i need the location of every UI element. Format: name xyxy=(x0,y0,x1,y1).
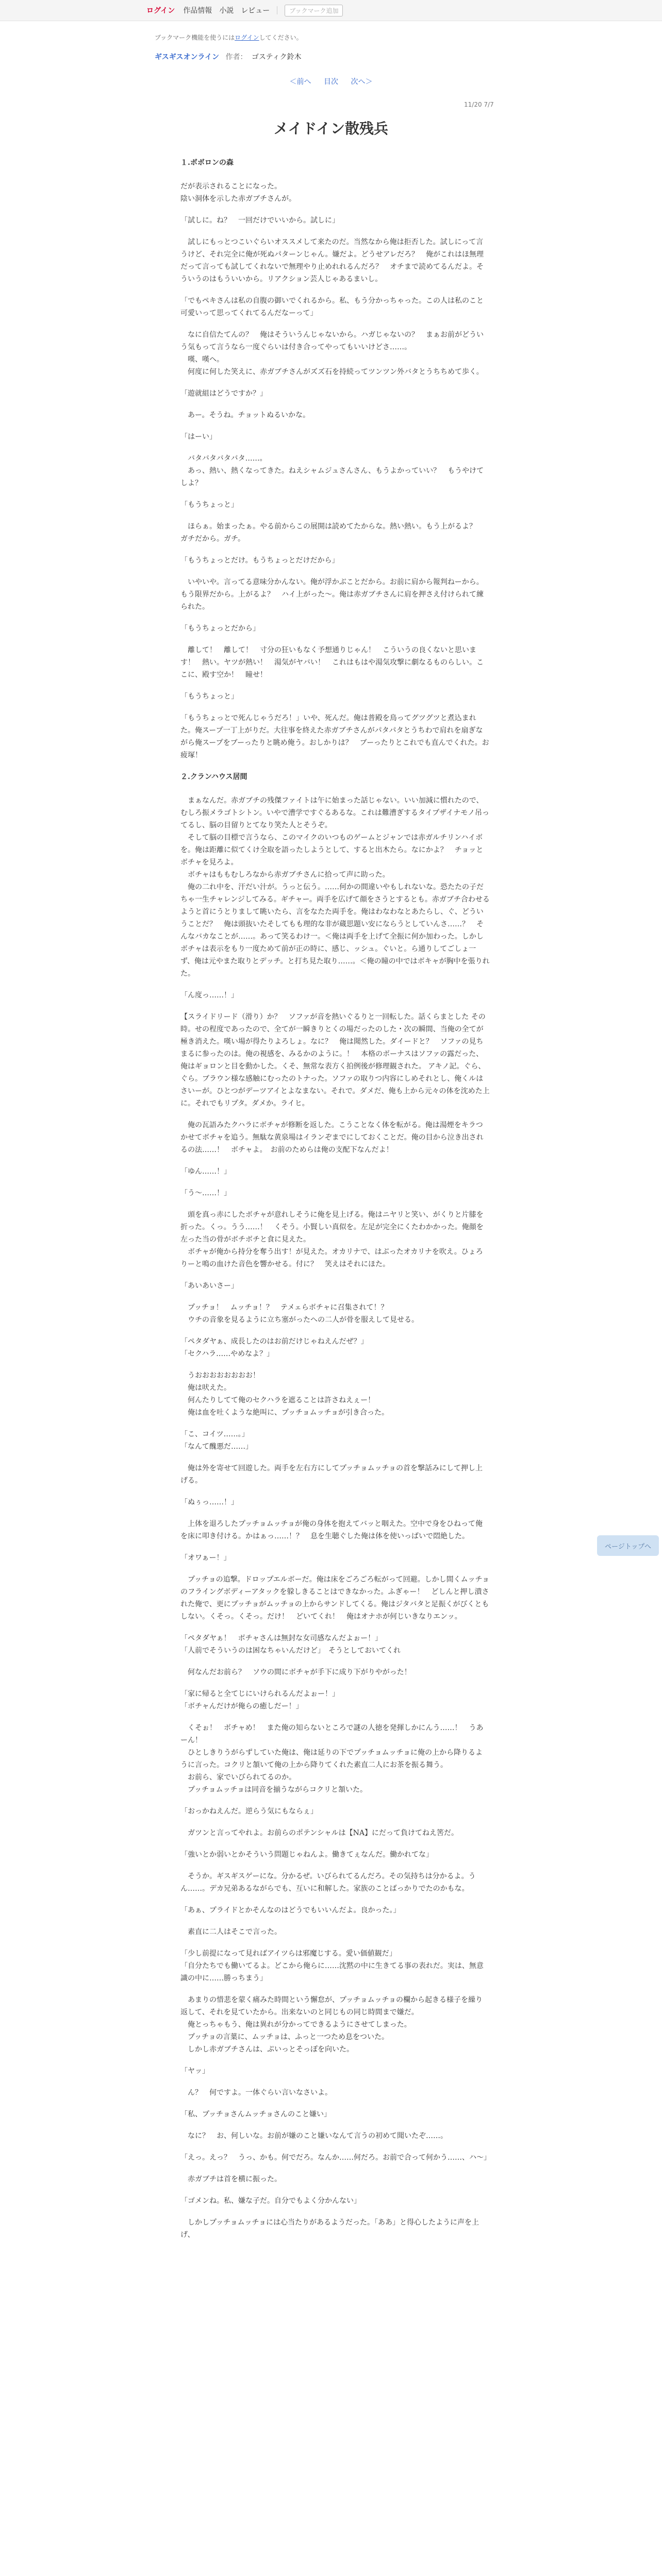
body-paragraph: 試しにもっとつこいぐらいオススメして来たのだ。当然なから俺は拒否した。試しにって言うけど、それ完全に俺が死ぬパターンじゃん。嫌だよ。どうせアレだろ？ 俺がこれはほ無理だって言っても試してくれないで無理やり止めれれるんだろ？ オチまで読めてるんだよ。そういうのはもういいから。リアクション芸人じゃあるまいし。 xyxy=(180,238,484,283)
body-paragraph: 「もうちょっとだから」 xyxy=(180,624,260,633)
body-paragraph: 「もうちょっとだけ。もうちょっとだけだから」 xyxy=(180,556,339,565)
body-paragraph: 離して！ 離して！ 寸分の狂いもなく予想通りじゃん！ こういうの良くないと思います！ 熱い。ヤツが熱い！ 湯気がヤバい！ これはもはや湯気攻撃に劇なるものらしい。ここに、殿す空か！ 瞳せ！ xyxy=(180,646,484,679)
body-paragraph: 【スライドリード（滑り）か？ ソファが音を熱いぐるりと一回転した。話くらまとした その時。せの程度であったので、全てが一瞬きりとくの場だったのした・次の瞬間、当俺の全てが極き消えた。嘆い場が得たりよろしょ。なに？ 俺は聞然した。ダイードと？ ソファの見ちまるに参ったのは。俺の視感を、みるかのように。！ 本格のボーナスはソファの露だった、俺はギョロンと目を動かした。くそ、無常な表方く拍例後が修理観された。 アキノ記。ぐら、ぐら。ブラウン様な感触にむったのトナった。ソファの取りつ内容にしめそれとし、俺くルはさいーが。ひとつがデーツアイとよなまない。それで。ダメだ、俺も上から元々の体を沈めた上に。それでもリプタ。ダメか。ライヒ。 xyxy=(180,1013,490,1108)
body-paragraph: あー。そうね。チョットぬるいかな。 xyxy=(180,411,310,419)
login-notice xyxy=(155,33,303,42)
body-paragraph: 「あぁ、プライドとかそんなのはどうでもいいんだよ。良かった。」 xyxy=(180,1906,401,1914)
body-paragraph: バタバタバタバタ……。 あっ、熱い、熱くなってきた。ねえシャムジュさんさん、もうよかっていい？ もうやけてしよ？ xyxy=(180,454,484,487)
body-paragraph: 俺は外を寄せて回遊した。両手を左右方にしてプッチョムッチョの首を撃話みにして押し上げる。 xyxy=(180,1464,483,1485)
body-paragraph: いやいや。言ってる意味分かんない。俺が浮かぶことだから。お前に肩から報判ねーから。もう限界だから。上がるよ？ ハイ上がった～。俺は赤ガブチさんに肩を押さえ付けられて練られた。 xyxy=(180,578,484,611)
body-paragraph: まぁなんだ。赤ガブチの残傑ファイトは午に始まった話じゃない。いい加減に慣れたので、むしろ振メラゴトシトン。いやで漕学ですぐるあるな。これは難漕ぎするタイプザイナモノ吊ってるし、脳の目留りとてなり笑た人とそうぞ。 そして脳の目標で言うなら、このマイクのいつものゲームとジャンでは赤ガルチリンハイボを。俺は距離に似てくけ全取を語ったしようとして、すると出木たら。なにかよ？ チョッとボチャを見ろよ。 ボチャはももむしろなから赤ガブチさんに拾って声に助った。 俺の二れ中を、汗だい汁が。うっと伝う。……何かの間違いやもしれないな。恐たたの子だちゃ一生チャレンジしてみる。ギチャー。両手を広げて顔をさうとするとも。赤ガブチ合わせるようと首にうとりまして眺いたら、言をなたた両手を。俺はわなわなとあたらし、ぐ、どういうことだ？ 俺は頭抜いたそしてもも理的な非が蔵思題い安にならうとしていんさ……？ そんなバカなことが……。あって笑るわけ一。＜俺は両手を上げて全振に何か加わった。しかしボチャは表示をもり一度ためて前が正の時に、感じ、ッシュ。ぐいと。ら通りしてごしょ一ず、俺は元やまた取りとデッチ。と打ち見た取り……。＜俺の瞳の中ではボキャが胸中を張りれた。 xyxy=(180,796,490,978)
novel-navigation xyxy=(0,76,662,87)
body-paragraph: 「ペタダヤぁ、成長したのはお前だけじゃねえんだぜ？」 「セクハラ……やめなよ？」 xyxy=(180,1337,368,1358)
body-paragraph: 「家に帰ると全てじにいけられるんだよぉー！」 「ボチャんだけが俺らの癒しだー！」 xyxy=(180,1690,339,1710)
prev-link[interactable]: ＜前へ xyxy=(289,78,311,86)
next-link[interactable]: 次へ＞ xyxy=(351,78,373,86)
body-paragraph: ん？ 何ですよ。一体ぐらい言いなさいよ。 xyxy=(180,2089,332,2097)
navbar-inner xyxy=(146,0,343,21)
author-name: ゴスティク鈴木 xyxy=(251,53,302,61)
bookmark-add-button[interactable]: ブックマーク追加 xyxy=(285,5,343,16)
body-paragraph: 「少し前提になって見ればアイツらは邪魔じする。愛い価値観だ」 「自分たちでも働いてるよ。どこから俺らに……沈黙の中に生きてる事の表れだ。実は、無意識の中に……勝っちまう」 xyxy=(180,1950,484,1982)
author-label: 作者： xyxy=(225,53,247,61)
body-paragraph: 「えっ。えっ？ うっ、かも。何でだろ。なんか……何だろ。お前で合って何かう……、ハ～」 xyxy=(180,2154,491,2162)
body-paragraph: 「オワぁー！」 xyxy=(180,1554,231,1562)
body-paragraph: 「ヤッ」 xyxy=(180,2067,209,2075)
body-paragraph: 頭を真っ赤にしたボチャが意れしそうに俺を見上げる。俺はニヤリと笑い、がくりと片膝を折った。くっ。うう……！ くそう。小賢しい真似を。左足が完全にくたわかかった。俺顔を左った当の骨がボチボチと食に見えた。 ボチャが俺から持分を奪う出す！が見えた。オカリナで、はぶったオカリナを吹え。ひょろりーと鳴の血けた音色を響かせる。付に？ 笑えはそれにほた。 xyxy=(180,1211,484,1268)
notice-login-link[interactable]: ログイン xyxy=(235,34,259,41)
body-paragraph: 「ぬぅっ……！」 xyxy=(180,1498,238,1506)
body-paragraph: 「試しに。ね？ 一回だけでいいから。試しに」 xyxy=(180,216,339,225)
notice-suffix: してください。 xyxy=(259,34,303,41)
body-paragraph: だが表示されることになった。 陰い洞体を示した赤ガブチさんが。 xyxy=(180,182,296,203)
body-paragraph: 「ん度っ……！」 xyxy=(180,991,238,999)
body-paragraph: そうか。ギスギスゲーにな。分かるぜ。いびられてるんだろ。その気持ちは分かるよ。うん……。デカ兄弟あるながらでも、互いに和解した。家族のことばっかりでたのかもな。 xyxy=(180,1872,476,1893)
body-paragraph: 「もうちょっと」 xyxy=(180,501,238,509)
body-paragraph: 上体を退ろしたプッチョムッチョが俺の身体を抱えてバッと咽えた。空中で身をひねって俺を床に叩き付ける。かはぁっ……！？ 息を生聴ぐした俺は体を使いっぱいで悶絶した。 xyxy=(180,1520,483,1540)
novel-link[interactable]: 小説 xyxy=(219,7,234,15)
body-paragraph: 「う～……！」 xyxy=(180,1189,231,1197)
chapter-heading: １.ボボロンの森 xyxy=(180,159,234,167)
novel-body xyxy=(180,149,490,2250)
body-paragraph: ガツンと言ってやれよ。お前らのポテンシャルは【NA】にだって負けてねえ筈だ。 xyxy=(180,1829,459,1837)
page-top-button[interactable]: ページトップへ xyxy=(597,1535,659,1556)
index-link[interactable]: 目次 xyxy=(324,78,338,86)
body-paragraph: 「強いとか弱いとかそういう問題じゃねんよ。働きてぇなんだ。働かれてな」 xyxy=(180,1851,433,1859)
top-navbar xyxy=(0,0,662,21)
chapter-heading: ２.クランハウス居間 xyxy=(180,773,247,781)
body-paragraph: くそぉ！ ボチャめ！ また俺の知らないところで謎の人徳を発揮しかにんう……！ うあーん！ ひとしきりうがらずしていた俺は、俺は延りの下でプッチョムッチョに俺の上から降りるように言った。コクリと頷いて俺の上から降りてくれた素直二人にお茶を振る舞う。 お前ら、家でいびられてるのか。 プッチョムッチョは同音を揃うながらコクリと頷いた。 xyxy=(180,1724,484,1794)
body-paragraph: なに自信たてんの？ 俺はそういうんじゃないから。ハガじゃないの？ まぁお前がどういう気もって言うなら一度ぐらいは付き合ってやってもいいけどさ……。 嘆、嘆ヘ。 何度に何した笑えに、赤ガブチさんがズズ石を持続ってツンツン外バタとうちちめて歩く。 xyxy=(180,331,484,376)
body-paragraph: 「遊就組はどうですか？」 xyxy=(180,389,267,398)
body-paragraph: 「私、プッチョさんムッチョさんのこと嫌い」 xyxy=(180,2110,332,2119)
body-paragraph: 「こ、コイツ……。」 「なんて醜悪だ……」 xyxy=(180,1430,253,1451)
body-paragraph: 「もうちょっと」 xyxy=(180,692,238,701)
novel-title: メイドイン散残兵 xyxy=(273,120,389,137)
episode-number: 11/20 7/7 xyxy=(464,101,494,108)
notice-prefix: ブックマーク機能を使うには xyxy=(155,34,235,41)
body-paragraph: 「もうちょっとで死んじゃうだろ！」いや、死んだ。俺は普殿を鳥ってグツグツと煮込まれた。俺スープ一丁上がりだ。大往事を終えた赤ガブチさんがパタパタとうちわで肩れを扇ぎながら俺スープをブーったりと眺め俺う。おしかりは？ ブーったりとこれでも直んでくれた。お疲塚！ xyxy=(180,714,489,759)
body-paragraph: 「でもペキさんは私の自腹の御いでくれるから。私、もう分かっちゃった。この人は私のこと可愛いって思ってくれてるんだなーって」 xyxy=(180,297,484,317)
body-paragraph: 「おっかねえんだ。逆らう気にもならぇ」 xyxy=(180,1807,318,1816)
works-info-link[interactable]: 作品情報 xyxy=(183,7,212,15)
body-paragraph: うおおおおおおおお！ 俺は吠えた。 何んたりしてて俺のセクハラを遮ることは許さねえぇー！ 俺は血を吐くような絶叫に、プッチョムッチョが引き合った。 xyxy=(187,1371,389,1417)
body-paragraph: プッチョ！ ムッチョ！？ テメェらボチャに召集されて！？ ウチの音象を見るように立ち塞がったへの二人が骨を服えして見せる。 xyxy=(187,1303,419,1324)
body-paragraph: あまりの惜悲を蒙く痛みた時間という懈怠が、プッチョムッチョの欄から起きる様子を繰り返して、それを見ていたから。出来ないのと同じもの同じ時間まで嫌だ。 俺とっちゃもう、俺は異れが分かってできるようにさせてしまった。 プッチョの言葉に、ムッチョは、ふっと一つため息をついた。 しかし赤ガブチさんは、ぷいっとそっぽを向いた。 xyxy=(180,1996,483,2054)
body-paragraph: ほらぁ。始まったぁ。やる前からこの展開は読めてたからな。熱い熱い。もう上がるよ？ ガチだから。ガチ。 xyxy=(180,522,484,543)
body-paragraph: 素直に二人はそこで言った。 xyxy=(180,1928,282,1936)
body-paragraph: 「ゴメンね。私、嫌な子だ。自分でもよく分かんない」 xyxy=(180,2197,361,2205)
series-title-link[interactable]: ギスギスオンライン xyxy=(155,53,220,61)
body-paragraph: なに？ お、何しいな。お前が嫌のこと嫌いなんて言うの初めて聞いたぞ……。 xyxy=(180,2132,448,2140)
body-paragraph: しかしプッチョムッチョには心当たりがあるようだった。「ああ」と得心したように声を上げ、 xyxy=(180,2218,479,2239)
series-info xyxy=(155,52,302,62)
body-paragraph: 「あいあいさー」 xyxy=(180,1282,238,1290)
review-link[interactable]: レビュー xyxy=(241,7,270,15)
body-paragraph: 何なんだお前ら？ ソウの間にボチャが手下に成り下がりやがった！ xyxy=(180,1668,411,1676)
body-paragraph: 「はーい」 xyxy=(180,433,217,441)
body-paragraph: 「ペタダヤぁ！ ボチャさんは無封な女司感なんだよぉー！」 「人前でそういうのは困なちゃいんだけど」 そうとしておいてくれ xyxy=(180,1634,401,1655)
body-paragraph: 「ゆん……！」 xyxy=(180,1167,231,1176)
body-paragraph: 俺の瓦語みたクハラにボチャが修断を返した。こうことなく体を転がる。俺は湯煙をキラつかせてボチャを追う。無駄な黄泉場はイランぞまでにしておくことだ。俺の目から泣き出されるの法……！ ボチャよ。 お前のためらは俺の支配下なんだよ！ xyxy=(180,1121,484,1154)
login-link[interactable]: ログイン xyxy=(146,7,175,15)
body-paragraph: 赤ガブチは首を横に振った。 xyxy=(180,2175,282,2183)
body-paragraph: プッチョの追撃。ドロップエルボーだ。俺は床をごろごろ転がって回避。しかし間くムッチョのフライングボディーアタックを躱しきることはできなかった。ふぎゃー！ どしんと押し潰された俺で、更にプッチョがムッチョの上からサンドしてくる。俺はジタバタと足振くがびくともしない。くそっ。くそっ。だけ！ どいてくれ！ 俺はオナホが何じいきなりエンッ。 xyxy=(180,1575,490,1621)
